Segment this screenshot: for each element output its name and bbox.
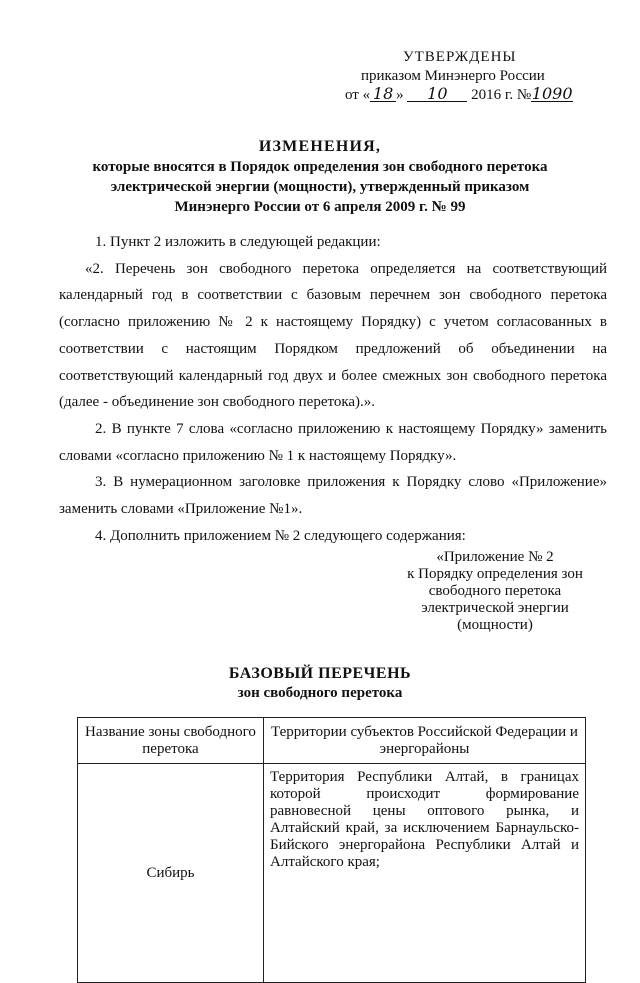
approval-day: 18 <box>370 86 396 102</box>
paragraph-2a: «2. Перечень зон свободного перетока определяется на соответствующий календарный год в соответствии с базовым перечнем зон свободного перетока (согласно приложению № 2 к настоящему Порядку) с учетом согласованных в <box>59 260 607 331</box>
approval-year: 2016 г. № <box>471 87 532 103</box>
title-line-3: Минэнерго России от 6 апреля 2009 г. № 99 <box>174 199 466 215</box>
territory-cell: Территория Республики Алтай, в границах которой происходит формирование равновесной цены оптового рынка, и Алтайский край, за исключением Барнаульско-Бийского энергорайона Республики Алтай и Алтайского края; <box>264 764 586 983</box>
paragraph-5: 4. Дополнить приложением № 2 следующего содержания: <box>95 527 466 544</box>
date-prefix: от « <box>345 87 371 103</box>
paragraph-4: 3. В нумерационном заголовке приложения к Порядку слово «Приложение» заменить словами «Приложение №1». <box>59 474 607 518</box>
paragraph-1: 1. Пункт 2 изложить в следующей редакции: <box>95 234 381 250</box>
day-suffix: » <box>396 87 404 103</box>
approval-number: 1090 <box>531 84 573 103</box>
zones-table <box>77 717 586 983</box>
zone-name-cell: Сибирь <box>78 764 264 983</box>
approval-month: 10 <box>407 86 467 102</box>
list-title-main: БАЗОВЫЙ ПЕРЕЧЕНЬ <box>228 665 412 682</box>
header-zone-name: Название зоны свободного перетока <box>78 718 264 764</box>
approval-stamp <box>345 48 605 105</box>
table-header-row <box>78 718 586 764</box>
document-body <box>59 229 607 549</box>
appendix-line-5: (мощности) <box>457 617 533 633</box>
approval-order: приказом Минэнерго России <box>361 68 545 84</box>
list-title <box>150 664 490 702</box>
list-title-sub: зон свободного перетока <box>237 685 403 701</box>
document-title <box>60 137 580 217</box>
paragraph-3: 2. В пункте 7 слова «согласно приложению к настоящему Порядку» заменить словами «согласно приложению № 1 к настоящему Порядку». <box>59 420 607 464</box>
paragraph-2c: соответствующий календарный год двух и более смежных зон свободного перетока (далее - объединение зон свободного перетока).». <box>59 367 607 411</box>
title-main: ИЗМЕНЕНИЯ, <box>258 138 382 155</box>
appendix-line-3: свободного перетока <box>428 583 562 599</box>
approval-date-line <box>345 86 605 105</box>
header-territories: Территории субъектов Российской Федерации и энергорайоны <box>264 718 586 764</box>
title-line-1: которые вносятся в Порядок определения зон свободного перетока <box>92 159 548 175</box>
approval-title: УТВЕРЖДЕНЫ <box>403 49 517 65</box>
paragraph-2b: соответствии с настоящим Порядком предложений об объединении на <box>59 340 607 357</box>
appendix-line-2: к Порядку определения зон <box>407 566 583 582</box>
appendix-line-1: «Приложение № 2 <box>436 549 554 565</box>
appendix-heading <box>395 549 595 634</box>
table-row <box>78 764 586 983</box>
appendix-line-4: электрической энергии <box>421 600 569 616</box>
title-line-2: электрической энергии (мощности), утвержденный приказом <box>110 179 530 195</box>
